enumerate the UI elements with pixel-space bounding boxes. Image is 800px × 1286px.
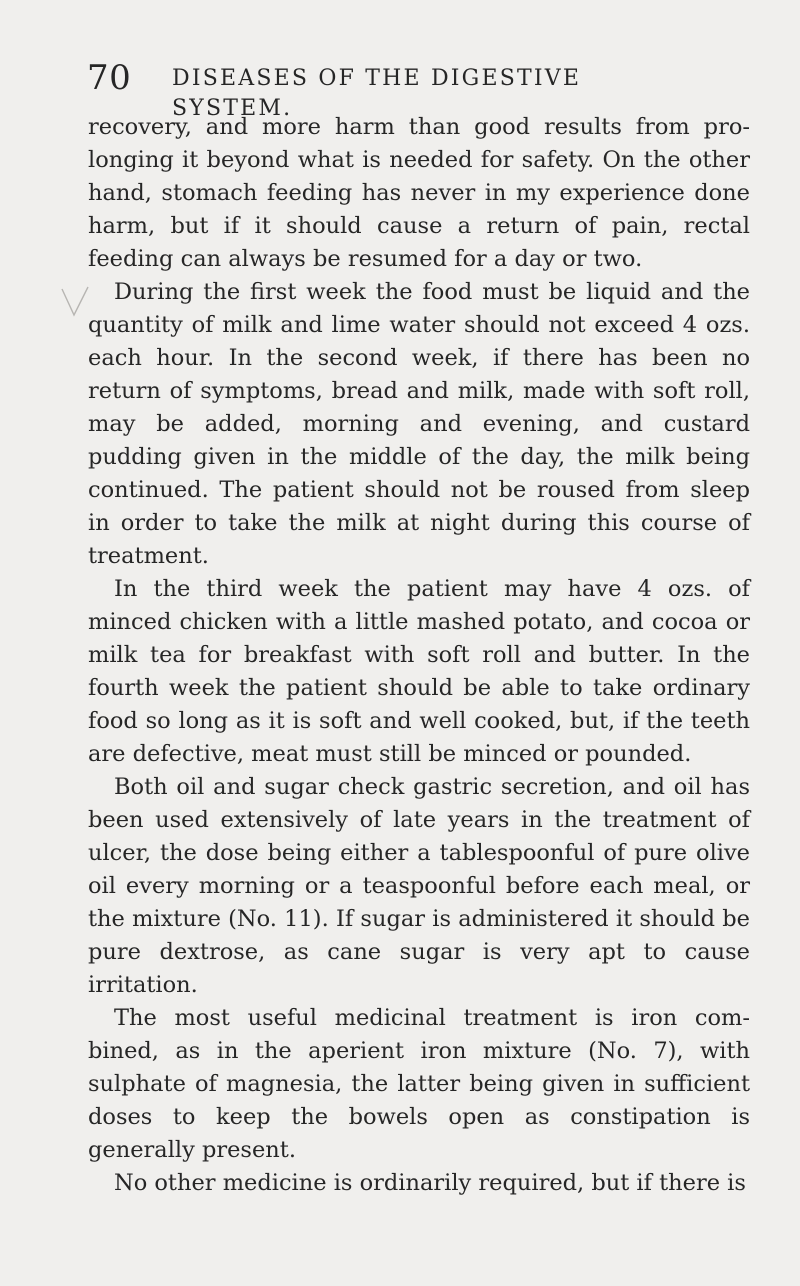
page-header bbox=[87, 58, 687, 121]
paragraph-2: During the first week the food must be liquid and the quantity of milk and lime water should not exceed 4 ozs. each hour. In the second week, if there has been no return of symptoms, bread and milk, made with soft roll, may be added, morning and evening, and custard pudding given in the middle of the day, the milk being continued. The patient should not be roused from sleep in order to take the milk at night during this course of treatment. bbox=[88, 279, 750, 569]
paragraph-5: The most useful medicinal treatment is iron com- bined, as in the aperient iron mixture (No. 7), with sulphate of magnesia, the latter being given in sufficient doses to keep the bowels open as constipation is generally present. bbox=[88, 1005, 750, 1163]
body-text bbox=[88, 111, 750, 1200]
paragraph-1: recovery, and more harm than good results from pro- longing it beyond what is needed for safety. On the other hand, stomach feeding has never in my experience done harm, but if it should cause a return of pain, rectal feeding can always be resumed for a day or two. bbox=[88, 114, 750, 272]
page-number: 70 bbox=[87, 58, 132, 98]
paragraph-6: No other medicine is ordinarily required, but if there is bbox=[114, 1170, 746, 1196]
paragraph-3: In the third week the patient may have 4 ozs. of minced chicken with a little mashed potato, and cocoa or milk tea for breakfast with soft roll and butter. In the fourth week the patient should be able to take ordinary food so long as it is soft and well cooked, but, if the teeth are defective, meat must still be minced or pounded. bbox=[88, 576, 750, 767]
paragraph-4: Both oil and sugar check gastric secretion, and oil has been used extensively of late years in the treatment of ulcer, the dose being either a tablespoonful of pure olive oil every morning or a teaspoonful before each meal, or the mixture (No. 11). If sugar is administered it should be pure dextrose, as cane sugar is very apt to cause irritation. bbox=[88, 774, 750, 998]
running-head: DISEASES OF THE DIGESTIVE SYSTEM. bbox=[172, 66, 582, 121]
